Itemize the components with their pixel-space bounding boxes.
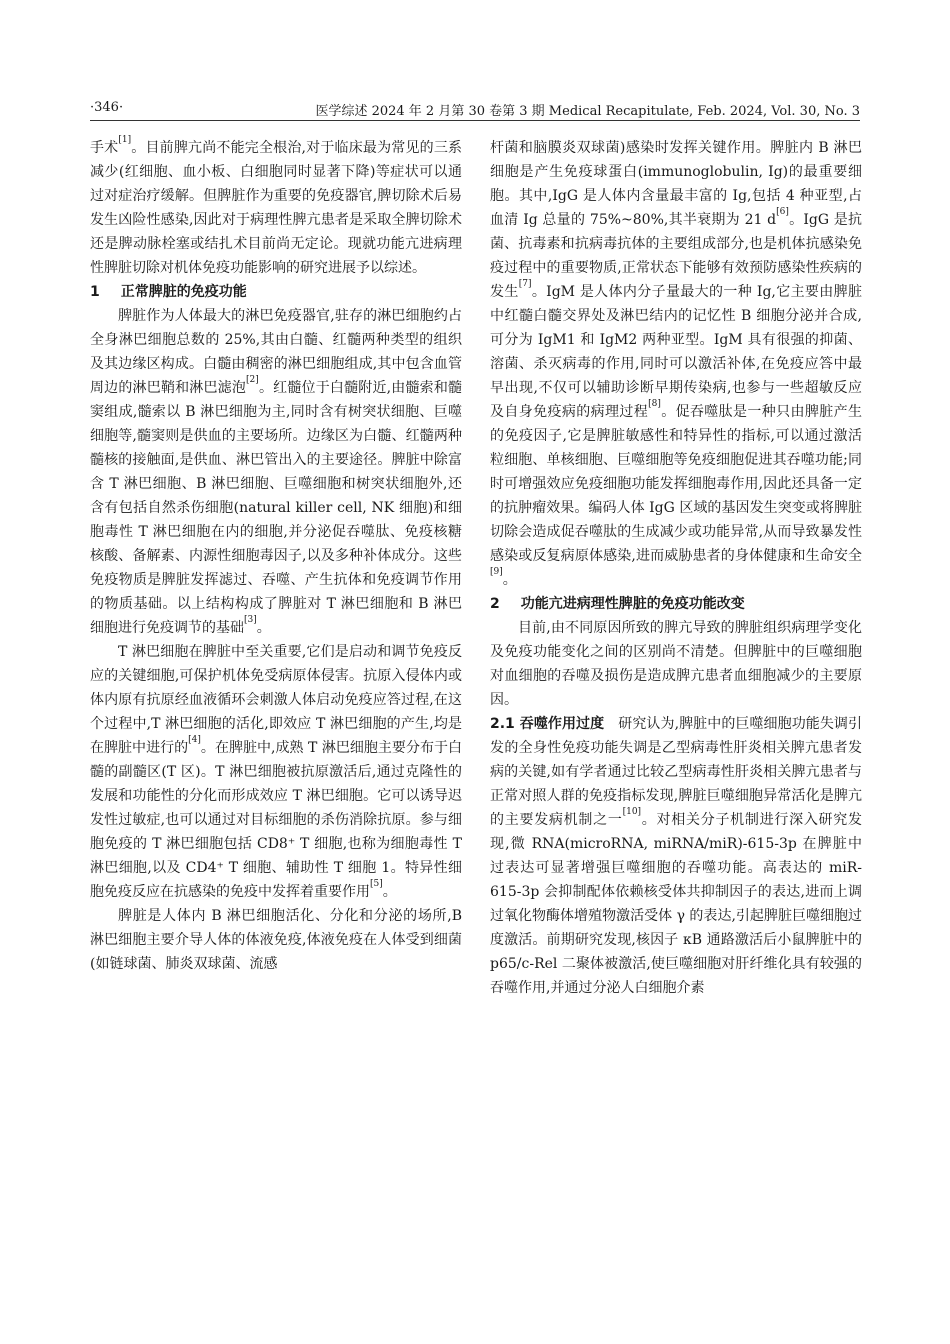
citation-ref[interactable]: [1] [118,135,132,145]
citation-ref[interactable]: [5] [370,879,383,889]
citation-ref[interactable]: [7] [518,279,532,289]
paragraph-b-cells: 脾脏是人体内 B 淋巴细胞活化、分化和分泌的场所,B 淋巴细胞主要介导人体的体液免疫,体液免疫在人体受到细菌(如链球菌、肺炎双球菌、流感 [90,908,462,972]
left-column [90,136,462,976]
section-heading-2: 2 功能亢进病理性脾脏的免疫功能改变 [490,596,745,612]
page-number: ·346· [90,100,124,115]
paragraph-b-cells-cont: 杆菌和脑膜炎双球菌)感染时发挥关键作用。脾脏内 B 淋巴细胞是产生免疫球蛋白(immunoglobulin, Ig)的最重要细胞。其中,IgG 是人体内含量最丰富的 Ig,包括 4 种亚型,占血清 Ig 总量的 75%~80%,其半衰期为 21 d[6]。IgG 是抗菌、抗毒素和抗病毒抗体的主要组成部分,也是机体抗感染免疫过程中的重要物质,正常状态下能够有效预防感染性疾病的发生[7]。IgM 是人体内分子量最大的一种 Ig,它主要由脾脏中红髓白髓交界处及淋巴结内的记忆性 B 细胞分泌并合成,可分为 IgM1 和 IgM2 两种亚型。IgM 具有很强的抑菌、溶菌、杀灭病毒的作用,同时可以激活补体,在免疫应答中最早出现,不仅可以辅助诊断早期传染病,也参与一些超敏反应及自身免疫病的病理过程[8]。促吞噬肽是一种只由脾脏产生的免疫因子,它是脾脏敏感性和特异性的指标,可以通过激活粒细胞、单核细胞、巨噬细胞等免疫细胞促进其吞噬功能;同时可增强效应免疫细胞功能发挥细胞毒作用,因此还具备一定的抗肿瘤效果。编码人体 IgG 区域的基因发生突变或将脾脏切除会造成促吞噬肽的生成减少或功能异常,从而导致暴发性感染或反复病原体感染,进而威胁患者的身体健康和生命安全[9]。 [490,140,863,588]
paragraph-intro-end: 手术[1]。目前脾亢尚不能完全根治,对于临床最为常见的三系减少(红细胞、血小板、白细胞同时显著下降)等症状可以通过对症治疗缓解。但脾脏作为重要的免疫器官,脾切除术后易发生凶险性感染,因此对于病理性脾亢患者是采取全脾切除术还是脾动脉栓塞或结扎术目前尚无定论。现就功能亢进病理性脾脏切除对机体免疫功能影响的研究进展予以综述。 [90,135,463,276]
subsection-heading-2-1: 2.1 吞噬作用过度 [490,716,605,732]
citation-ref[interactable]: [8] [648,399,661,409]
citation-ref[interactable]: [6] [776,207,789,217]
right-column [490,136,862,1000]
journal-citation: 医学综述 2024 年 2 月第 30 卷第 3 期 Medical Recapitulate, Feb. 2024, Vol. 30, No. 3 [315,104,860,119]
paragraph-spleen-structure: 脾脏作为人体最大的淋巴免疫器官,驻存的淋巴细胞约占全身淋巴细胞总数的 25%,其由白髓、红髓两种类型的组织及其边缘区构成。白髓由稠密的淋巴细胞组成,其中包含血管周边的淋巴鞘和淋巴滤泡[2]。红髓位于白髓附近,由髓索和髓窦组成,髓索以 B 淋巴细胞为主,同时含有树突状细胞、巨噬细胞等,髓窦则是供血的主要场所。边缘区为白髓、红髓两种髓核的接触面,是供血、淋巴管出入的主要途径。脾脏中除富含 T 淋巴细胞、B 淋巴细胞、巨噬细胞和树突状细胞外,还含有包括自然杀伤细胞(natural killer cell, NK 细胞)和细胞毒性 T 淋巴细胞在内的细胞,并分泌促吞噬肽、免疫核糖核酸、备解素、内源性细胞毒因子,以及多种补体成分。这些免疫物质是脾脏发挥滤过、吞噬、产生抗体和免疫调节作用的物质基础。以上结构构成了脾脏对 T 淋巴细胞和 B 淋巴细胞进行免疫调节的基础[3]。 [90,308,462,636]
section-heading-1: 1 正常脾脏的免疫功能 [90,284,247,300]
citation-ref[interactable]: [2] [246,375,259,385]
citation-ref[interactable]: [4] [188,735,201,745]
paragraph-phagocytosis: 2.1 吞噬作用过度 研究认为,脾脏中的巨噬细胞功能失调引发的全身性免疫功能失调是乙型病毒性肝炎相关脾亢患者发病的关键,如有学者通过比较乙型病毒性肝炎相关脾亢患者与正常对照人群的免疫指标发现,脾脏巨噬细胞异常活化是脾亢的主要发病机制之一[10]。对相关分子机制进行深入研究发现,微 RNA(microRNA, miRNA/miR)-615-3p 在脾脏中过表达可显著增强巨噬细胞的吞噬功能。高表达的 miR-615-3p 会抑制配体依赖核受体共抑制因子的表达,进而上调过氧化物酶体增殖物激活受体 γ 的表达,引起脾脏巨噬细胞过度激活。前期研究发现,核因子 κB 通路激活后小鼠脾脏中的 p65/c-Rel 二聚体被激活,使巨噬细胞对肝纤维化具有较强的吞噬作用,并通过分泌人白细胞介素 [490,716,863,996]
header-rule [90,120,860,121]
paragraph-t-cells: T 淋巴细胞在脾脏中至关重要,它们是启动和调节免疫反应的关键细胞,可保护机体免受病原体侵害。抗原入侵体内或体内原有抗原经血液循环会刺激人体启动免疫应答过程,在这个过程中,T 淋巴细胞的活化,即效应 T 淋巴细胞的产生,均是在脾脏中进行的[4]。在脾脏中,成熟 T 淋巴细胞主要分布于白髓的副髓区(T 区)。T 淋巴细胞被抗原激活后,通过克隆性的发展和功能性的分化而形成效应 T 淋巴细胞。它可以诱导迟发性过敏症,也可以通过对目标细胞的杀伤消除抗原。参与细胞免疫的 T 淋巴细胞包括 CD8⁺ T 细胞,也称为细胞毒性 T 淋巴细胞,以及 CD4⁺ T 细胞、辅助性 T 细胞 1。特异性细胞免疫反应在抗感染的免疫中发挥着重要作用[5]。 [90,644,463,900]
citation-ref[interactable]: [3] [244,615,257,625]
citation-ref[interactable]: [10] [622,807,642,817]
paragraph-section2-intro: 目前,由不同原因所致的脾亢导致的脾脏组织病理学变化及免疫功能变化之间的区别尚不清楚。但脾脏中的巨噬细胞对血细胞的吞噬及损伤是造成脾亢患者血细胞减少的主要原因。 [490,620,862,708]
running-header [90,98,860,122]
citation-ref[interactable]: [9] [490,567,503,577]
